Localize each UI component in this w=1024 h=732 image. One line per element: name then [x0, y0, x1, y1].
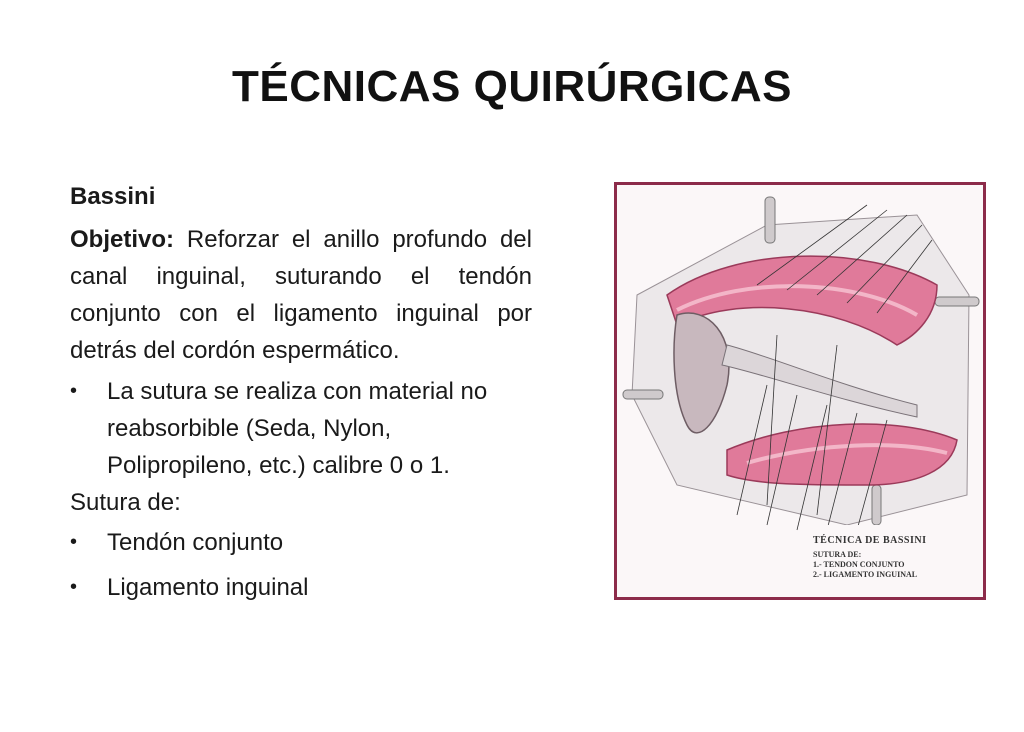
figure-caption: [813, 535, 978, 580]
objective-text: Reforzar el anillo profundo del canal inguinal, suturando el tendón conjunto con el ligamento inguinal por detrás del cordón espermático.: [70, 226, 532, 364]
bullet-dot: •: [70, 576, 78, 598]
caption-line: 2.- LIGAMENTO INGUINAL: [813, 570, 918, 579]
bullet-text-tendon: Tendón conjunto: [107, 529, 284, 556]
objective-label: Objetivo:: [70, 226, 175, 253]
bullet-text-ligament: Ligamento inguinal: [107, 574, 309, 601]
sutura-label: Sutura de:: [70, 489, 181, 516]
bullet-dot: •: [70, 380, 78, 402]
technique-heading: Bassini: [70, 183, 156, 210]
text-block: [70, 178, 532, 606]
list-item: [70, 373, 532, 484]
retractor-icon: [765, 197, 775, 243]
bassini-illustration: [614, 182, 986, 600]
objective-paragraph: [70, 221, 532, 369]
retractor-icon: [623, 390, 663, 399]
caption-title: TÉCNICA DE BASSINI: [813, 535, 927, 546]
retractor-icon: [872, 485, 881, 525]
retractor-icon: [935, 297, 979, 306]
list-item: [70, 569, 532, 606]
bullet-text-material: La sutura se realiza con material no reabsorbible (Seda, Nylon, Polipropileno, etc.) calibre 0 o 1.: [107, 378, 488, 479]
bullet-dot: •: [70, 531, 78, 553]
caption-line: SUTURA DE:: [813, 550, 862, 559]
list-item: [70, 524, 532, 561]
slide-title: TÉCNICAS QUIRÚRGICAS: [231, 62, 793, 111]
caption-line: 1.- TENDON CONJUNTO: [813, 560, 905, 569]
